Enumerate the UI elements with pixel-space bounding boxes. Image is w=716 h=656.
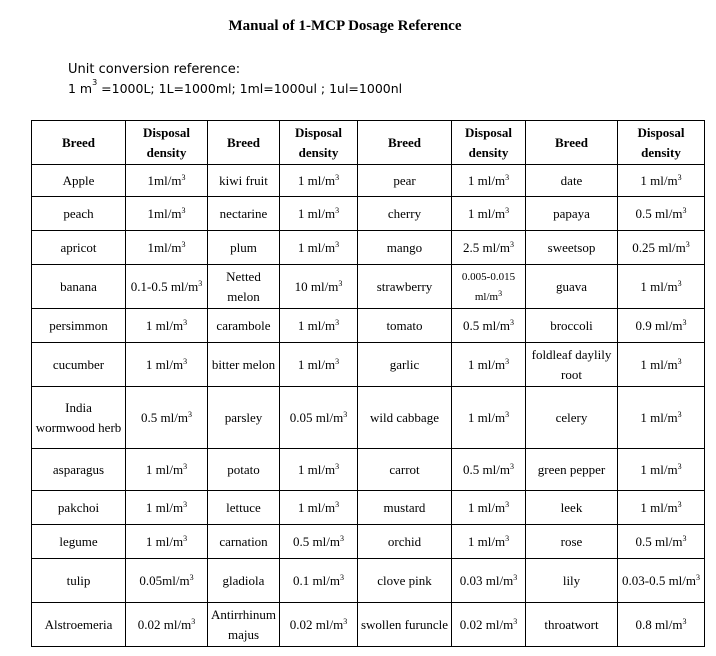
breed-cell: cherry	[358, 197, 452, 231]
density-value: 1ml/m	[147, 239, 182, 255]
density-unit-superscript: 3	[181, 239, 186, 249]
breed-cell: legume	[32, 525, 126, 559]
breed-cell: celery	[526, 387, 618, 449]
density-cell	[618, 559, 705, 603]
density-value: 1ml/m	[147, 205, 182, 221]
breed-cell: leek	[526, 491, 618, 525]
density-unit-superscript: 3	[682, 616, 687, 626]
density-cell	[618, 197, 705, 231]
density-unit-superscript: 3	[505, 356, 510, 366]
density-value: 0.05 ml/m	[289, 409, 344, 425]
density-unit-superscript: 3	[682, 317, 687, 327]
table-row	[32, 197, 705, 231]
header-breed: Breed	[526, 121, 618, 165]
density-cell	[126, 491, 208, 525]
density-unit-superscript: 3	[335, 239, 340, 249]
density-unit-superscript: 3	[339, 533, 344, 543]
breed-cell: lily	[526, 559, 618, 603]
breed-cell: broccoli	[526, 309, 618, 343]
breed-cell: nectarine	[208, 197, 280, 231]
density-unit-superscript: 3	[335, 499, 340, 509]
breed-cell: Antirrhinum majus	[208, 603, 280, 647]
density-value: 1 ml/m	[297, 356, 336, 372]
density-value: 0.03-0.5 ml/m	[621, 572, 697, 588]
header-disposal-density: Disposal density	[126, 121, 208, 165]
density-cell	[452, 265, 526, 309]
unit-conversion-label: Unit conversion reference:	[68, 62, 241, 77]
density-value: 0.5 ml/m	[293, 533, 340, 549]
breed-cell: gladiola	[208, 559, 280, 603]
table-header-row	[32, 121, 705, 165]
table-row	[32, 559, 705, 603]
breed-cell: strawberry	[358, 265, 452, 309]
unit-conversion-parts: =1000L; 1L=1000ml; 1ml=1000ul ; 1ul=1000nl	[97, 81, 403, 96]
density-cell	[452, 343, 526, 387]
density-value: 1 ml/m	[145, 499, 184, 515]
density-cell	[126, 387, 208, 449]
density-cell	[618, 603, 705, 647]
density-cell	[618, 449, 705, 491]
density-unit-superscript: 3	[682, 533, 687, 543]
density-unit-superscript: 3	[513, 616, 518, 626]
breed-cell: wild cabbage	[358, 387, 452, 449]
density-unit-superscript: 3	[335, 461, 340, 471]
density-cell	[618, 165, 705, 197]
density-unit-superscript: 3	[189, 572, 194, 582]
density-value: 0.25 ml/m	[632, 239, 686, 255]
density-unit-superscript: 3	[183, 317, 188, 327]
density-unit-superscript: 3	[183, 533, 188, 543]
density-unit-superscript: 3	[339, 572, 344, 582]
breed-cell: foldleaf daylily root	[526, 343, 618, 387]
density-value: 0.02 ml/m	[137, 616, 192, 632]
density-value: 1 ml/m	[297, 205, 336, 221]
breed-cell: lettuce	[208, 491, 280, 525]
breed-cell: plum	[208, 231, 280, 265]
density-cell	[126, 165, 208, 197]
density-value: 0.02 ml/m	[459, 616, 514, 632]
density-cell	[452, 559, 526, 603]
density-cell	[126, 525, 208, 559]
density-unit-superscript: 3	[198, 278, 203, 288]
density-unit-superscript: 3	[338, 278, 343, 288]
density-unit-superscript: 3	[677, 409, 682, 419]
dosage-table	[31, 120, 705, 647]
header-breed: Breed	[358, 121, 452, 165]
unit-conversion-line	[68, 78, 403, 96]
table-row	[32, 343, 705, 387]
density-cell	[618, 387, 705, 449]
table-row	[32, 387, 705, 449]
density-unit-superscript: 3	[505, 409, 510, 419]
density-cell	[280, 491, 358, 525]
density-unit-superscript: 3	[181, 172, 186, 182]
density-unit-superscript: 3	[513, 572, 518, 582]
breed-cell: banana	[32, 265, 126, 309]
density-cell	[618, 231, 705, 265]
breed-cell: Apple	[32, 165, 126, 197]
density-value: 0.02 ml/m	[289, 616, 344, 632]
density-value: 1 ml/m	[640, 278, 678, 294]
table-row	[32, 309, 705, 343]
density-unit-superscript: 3	[335, 317, 340, 327]
density-value: 1 ml/m	[640, 356, 678, 372]
breed-cell: garlic	[358, 343, 452, 387]
density-value: 1 ml/m	[467, 409, 506, 425]
table-row	[32, 525, 705, 559]
density-cell	[280, 309, 358, 343]
breed-cell: potato	[208, 449, 280, 491]
density-unit-superscript: 3	[696, 572, 701, 582]
density-cell	[618, 309, 705, 343]
density-cell	[280, 387, 358, 449]
density-cell	[452, 197, 526, 231]
table-row	[32, 449, 705, 491]
density-cell	[280, 343, 358, 387]
density-value: 1ml/m	[147, 172, 182, 188]
density-cell	[280, 559, 358, 603]
density-value: 1 ml/m	[467, 205, 506, 221]
density-value: 0.05ml/m	[139, 572, 190, 588]
density-value: 0.5 ml/m	[635, 205, 683, 221]
breed-cell: Netted melon	[208, 265, 280, 309]
density-cell	[280, 449, 358, 491]
breed-cell: India wormwood herb	[32, 387, 126, 449]
density-cell	[452, 491, 526, 525]
density-cell	[452, 231, 526, 265]
table-row	[32, 231, 705, 265]
density-value: 2.5 ml/m	[463, 239, 510, 255]
table-row	[32, 165, 705, 197]
breed-cell: guava	[526, 265, 618, 309]
density-value: 0.5 ml/m	[635, 533, 683, 549]
density-cell	[126, 231, 208, 265]
density-cell	[126, 449, 208, 491]
density-unit-superscript: 3	[505, 205, 510, 215]
density-unit-superscript: 3	[682, 205, 687, 215]
breed-cell: papaya	[526, 197, 618, 231]
density-value: 1 ml/m	[297, 499, 336, 515]
density-cell	[618, 525, 705, 559]
density-value: 0.1-0.5 ml/m	[130, 278, 199, 294]
table-row	[32, 603, 705, 647]
table-row	[32, 491, 705, 525]
breed-cell: cucumber	[32, 343, 126, 387]
density-unit-superscript: 3	[677, 461, 682, 471]
breed-cell: sweetsop	[526, 231, 618, 265]
density-unit-superscript: 3	[509, 461, 514, 471]
density-value: 0.03 ml/m	[459, 572, 514, 588]
density-value: 0.5 ml/m	[463, 461, 510, 477]
density-cell	[452, 525, 526, 559]
breed-cell: swollen furuncle	[358, 603, 452, 647]
density-unit-superscript: 3	[498, 288, 503, 298]
breed-cell: carnation	[208, 525, 280, 559]
breed-cell: tomato	[358, 309, 452, 343]
breed-cell: orchid	[358, 525, 452, 559]
density-unit-superscript: 3	[191, 616, 196, 626]
density-value: 1 ml/m	[297, 239, 336, 255]
breed-cell: carambole	[208, 309, 280, 343]
breed-cell: pear	[358, 165, 452, 197]
density-value: 0.5 ml/m	[463, 317, 510, 333]
density-value: 1 ml/m	[297, 172, 336, 188]
header-breed: Breed	[32, 121, 126, 165]
density-cell	[126, 265, 208, 309]
header-disposal-density: Disposal density	[452, 121, 526, 165]
density-value: 1 ml/m	[145, 461, 184, 477]
density-unit-superscript: 3	[505, 499, 510, 509]
density-unit-superscript: 3	[677, 278, 682, 288]
breed-cell: Alstroemeria	[32, 603, 126, 647]
density-value: 0.9 ml/m	[635, 317, 683, 333]
density-unit-superscript: 3	[685, 239, 690, 249]
density-cell	[280, 603, 358, 647]
density-unit-superscript: 3	[677, 172, 682, 182]
density-value: 0.5 ml/m	[141, 409, 188, 425]
density-unit-superscript: 3	[509, 317, 514, 327]
density-cell	[126, 309, 208, 343]
breed-cell: apricot	[32, 231, 126, 265]
density-unit-superscript: 3	[183, 461, 188, 471]
density-cell	[618, 343, 705, 387]
density-unit-superscript: 3	[183, 356, 188, 366]
breed-cell: green pepper	[526, 449, 618, 491]
density-value: 0.8 ml/m	[635, 616, 683, 632]
density-cell	[280, 165, 358, 197]
density-value: 1 ml/m	[145, 533, 184, 549]
density-cell	[126, 559, 208, 603]
breed-cell: throatwort	[526, 603, 618, 647]
breed-cell: mustard	[358, 491, 452, 525]
density-value: 1 ml/m	[640, 409, 678, 425]
density-unit-superscript: 3	[335, 356, 340, 366]
density-cell	[126, 603, 208, 647]
density-value: 10 ml/m	[294, 278, 339, 294]
density-unit-superscript: 3	[505, 172, 510, 182]
density-value: 1 ml/m	[640, 172, 678, 188]
table-body	[32, 165, 705, 647]
density-cell	[280, 525, 358, 559]
density-unit-superscript: 3	[677, 356, 682, 366]
density-cell	[280, 197, 358, 231]
density-value: 1 ml/m	[145, 356, 184, 372]
unit-m3: 1 m	[68, 81, 93, 96]
density-unit-superscript: 3	[343, 409, 348, 419]
header-disposal-density: Disposal density	[618, 121, 705, 165]
density-value: 1 ml/m	[640, 461, 678, 477]
table-row	[32, 265, 705, 309]
density-unit-superscript: 3	[187, 409, 192, 419]
density-cell	[452, 309, 526, 343]
density-unit-superscript: 3	[181, 205, 186, 215]
density-value: 1 ml/m	[297, 461, 336, 477]
density-value: 1 ml/m	[297, 317, 336, 333]
density-cell	[126, 343, 208, 387]
density-value: 1 ml/m	[467, 499, 506, 515]
unit-m3-superscript: 3	[92, 78, 98, 87]
density-unit-superscript: 3	[335, 172, 340, 182]
density-cell	[452, 165, 526, 197]
breed-cell: mango	[358, 231, 452, 265]
density-value: 1 ml/m	[467, 533, 506, 549]
density-value: 1 ml/m	[640, 499, 678, 515]
density-value: 1 ml/m	[145, 317, 184, 333]
density-value: 0.005-0.015 ml/m	[461, 270, 516, 303]
breed-cell: rose	[526, 525, 618, 559]
header-disposal-density: Disposal density	[280, 121, 358, 165]
density-unit-superscript: 3	[509, 239, 514, 249]
breed-cell: tulip	[32, 559, 126, 603]
density-cell	[280, 265, 358, 309]
density-value: 0.1 ml/m	[293, 572, 340, 588]
breed-cell: persimmon	[32, 309, 126, 343]
density-cell	[618, 491, 705, 525]
density-unit-superscript: 3	[505, 533, 510, 543]
density-cell	[452, 449, 526, 491]
breed-cell: date	[526, 165, 618, 197]
density-cell	[452, 387, 526, 449]
breed-cell: pakchoi	[32, 491, 126, 525]
breed-cell: carrot	[358, 449, 452, 491]
density-value: 1 ml/m	[467, 356, 506, 372]
breed-cell: clove pink	[358, 559, 452, 603]
page-title: Manual of 1-MCP Dosage Reference	[228, 18, 462, 34]
density-unit-superscript: 3	[335, 205, 340, 215]
density-unit-superscript: 3	[343, 616, 348, 626]
breed-cell: parsley	[208, 387, 280, 449]
density-cell	[280, 231, 358, 265]
breed-cell: bitter melon	[208, 343, 280, 387]
breed-cell: asparagus	[32, 449, 126, 491]
breed-cell: kiwi fruit	[208, 165, 280, 197]
density-unit-superscript: 3	[677, 499, 682, 509]
header-breed: Breed	[208, 121, 280, 165]
density-cell	[452, 603, 526, 647]
density-cell	[618, 265, 705, 309]
breed-cell: peach	[32, 197, 126, 231]
density-value: 1 ml/m	[467, 172, 506, 188]
density-cell	[126, 197, 208, 231]
density-unit-superscript: 3	[183, 499, 188, 509]
